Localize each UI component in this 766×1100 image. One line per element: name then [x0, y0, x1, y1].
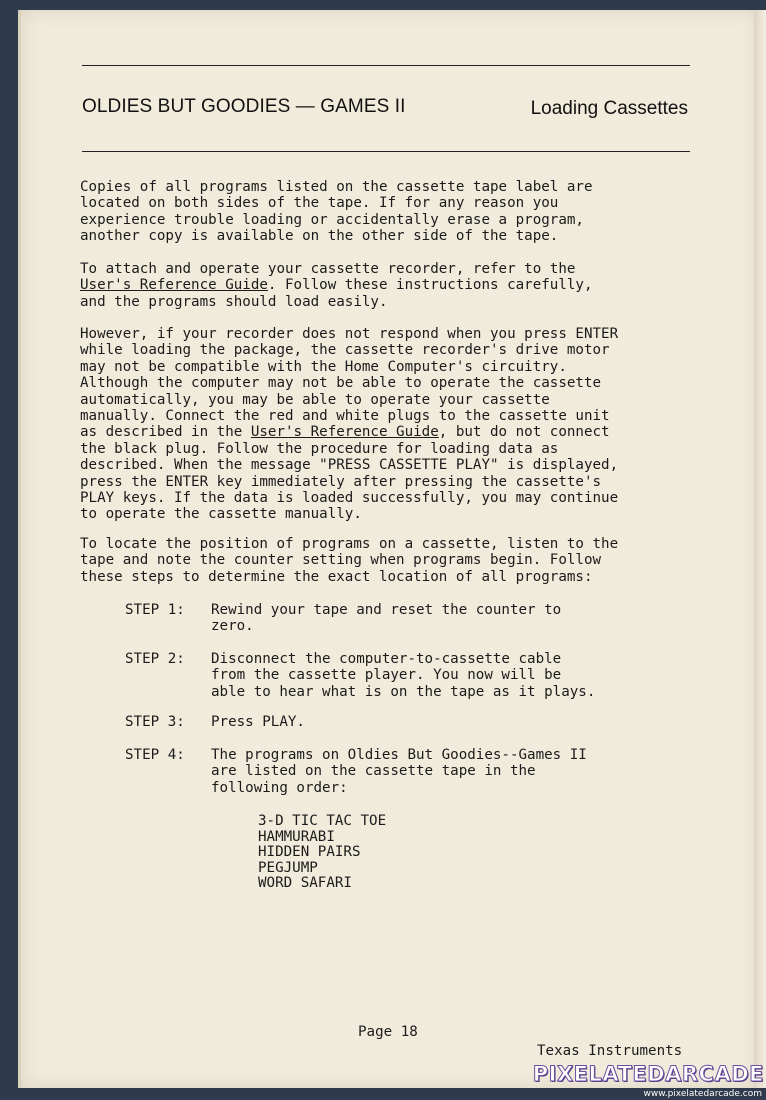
paragraph-locate: To locate the position of programs on a cassette, listen to the tape and note the counter setting when programs begin. Follow these steps to determine the exact location of all programs: [80, 536, 619, 585]
program-item: WORD SAFARI [258, 875, 352, 892]
step-text: Press PLAY. [211, 714, 305, 730]
manual-title: OLDIES BUT GOODIES — GAMES II [82, 96, 406, 117]
paragraph-attach-text-a: To attach and operate your cassette recorder, refer to the [80, 261, 576, 277]
step-text: Rewind your tape and reset the counter to zero. [211, 602, 562, 635]
watermark-logo: PIXELATEDARCADE [532, 1062, 764, 1086]
step-label: STEP 1: [125, 602, 185, 618]
program-item: 3-D TIC TAC TOE [258, 813, 387, 829]
paragraph-attach [80, 261, 700, 310]
program-item: HIDDEN PAIRS [258, 844, 361, 861]
paragraph-attach-text-b: . Follow these instructions carefully, and the programs should load easily. [80, 277, 593, 310]
program-item: PEGJUMP [258, 859, 318, 876]
paragraph-manual-text-a: However, if your recorder does not respond when you press ENTER while loading the package, the cassette recorder's drive motor may not be compatible with the Home Computer's circuitry. Although the computer may not be able to operate the cassette automatically, you may be able to operate your cassette manually. Connect the red and white plugs to the cassette unit as described in the [80, 326, 619, 441]
paragraph-copies: Copies of all programs listed on the cassette tape label are located on both sides of the tape. If for any reason you experience trouble loading or accidentally erase a program, another copy is available on the other side of the tape. [80, 179, 593, 245]
header-top-rule [82, 65, 690, 66]
watermark-url: www.pixelatedarcade.com [643, 1089, 762, 1099]
step-label: STEP 3: [125, 714, 185, 730]
step-label: STEP 2: [125, 651, 185, 667]
step-text: The programs on Oldies But Goodies--Games II are listed on the cassette tape in the following order: [211, 747, 587, 796]
section-title: Loading Cassettes [530, 98, 688, 119]
paragraph-manual-operation [80, 326, 700, 523]
reference-guide-title: User's Reference Guide [250, 424, 439, 441]
reference-guide-title: User's Reference Guide [80, 277, 268, 294]
footer-brand: Texas Instruments [537, 1043, 683, 1059]
program-list [258, 814, 386, 892]
page-number: Page 18 [358, 1024, 418, 1040]
program-item: HAMMURABI [258, 828, 335, 845]
header-bottom-rule [82, 151, 690, 152]
step-label: STEP 4: [125, 747, 185, 763]
paragraph-manual-text-b: , but do not connect the black plug. Follow the procedure for loading data as described. When the message "PRESS CASSETTE PLAY" is displayed, press the ENTER key immediately after pressing the cassette's PLAY keys. If the data is loaded successfully, you may continue to operate the cassette manually. [80, 424, 619, 523]
page-edge [754, 10, 766, 1088]
step-text: Disconnect the computer-to-cassette cable from the cassette player. You now will be able to hear what is on the tape as it plays. [211, 651, 596, 700]
